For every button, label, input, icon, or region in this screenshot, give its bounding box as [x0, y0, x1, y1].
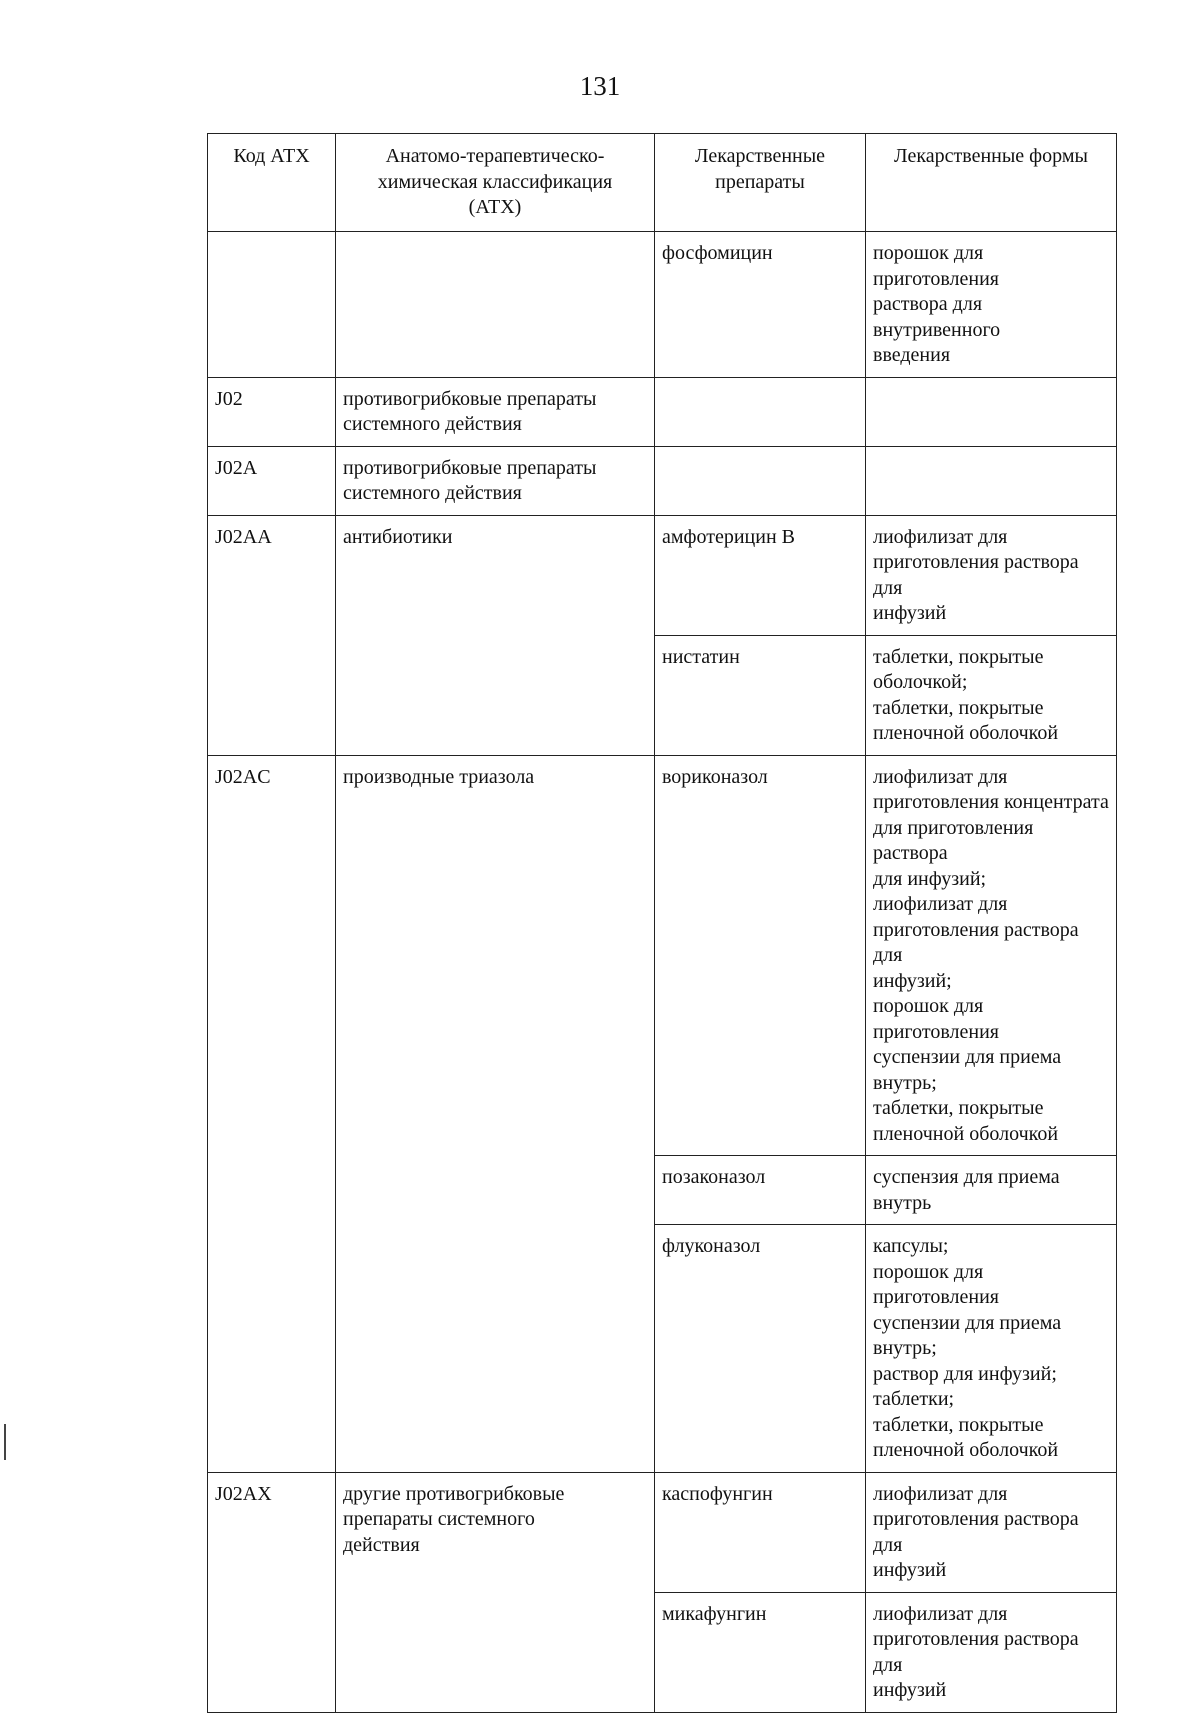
forms-cell: таблетки, покрытые оболочкой; таблетки, покрытые пленочной оболочкой — [866, 635, 1117, 755]
header-forms: Лекарственные формы — [866, 134, 1117, 232]
table-row — [208, 377, 1117, 446]
classification-cell: противогрибковые препараты системного действия — [336, 446, 655, 515]
drug-cell: микафунгин — [655, 1592, 866, 1712]
code-cell: J02A — [208, 446, 336, 515]
forms-cell — [866, 377, 1117, 446]
forms-cell — [866, 446, 1117, 515]
table-row — [208, 232, 1117, 378]
table-row — [208, 515, 1117, 635]
header-classification: Анатомо-терапевтическо- химическая классификация (АТХ) — [336, 134, 655, 232]
atx-table — [207, 133, 1117, 1713]
classification-cell: противогрибковые препараты системного действия — [336, 377, 655, 446]
code-cell: J02AA — [208, 515, 336, 755]
classification-cell: другие противогрибковые препараты системного действия — [336, 1472, 655, 1712]
forms-cell: лиофилизат для приготовления раствора для инфузий — [866, 1472, 1117, 1592]
header-code: Код АТХ — [208, 134, 336, 232]
table-row — [208, 1472, 1117, 1592]
header-row — [208, 134, 1117, 232]
table-row — [208, 446, 1117, 515]
forms-cell: лиофилизат для приготовления раствора для инфузий — [866, 1592, 1117, 1712]
code-cell: J02 — [208, 377, 336, 446]
drug-cell: нистатин — [655, 635, 866, 755]
drug-cell — [655, 377, 866, 446]
classification-cell: антибиотики — [336, 515, 655, 755]
forms-cell: суспензия для приема внутрь — [866, 1156, 1117, 1225]
header-drugs: Лекарственные препараты — [655, 134, 866, 232]
page-number: 131 — [579, 71, 621, 101]
forms-cell: капсулы; порошок для приготовления суспензии для приема внутрь; раствор для инфузий; таблетки; таблетки, покрытые пленочной оболочкой — [866, 1225, 1117, 1473]
drug-cell: позаконазол — [655, 1156, 866, 1225]
classification-cell — [336, 232, 655, 378]
code-cell: J02AC — [208, 755, 336, 1472]
drug-cell: амфотерицин В — [655, 515, 866, 635]
drug-cell: каспофунгин — [655, 1472, 866, 1592]
drug-cell — [655, 446, 866, 515]
forms-cell: лиофилизат для приготовления концентрата для приготовления раствора для инфузий; лиофилизат для приготовления раствора для инфузий; порошок для приготовления суспензии для приема внутрь; таблетки, покрытые пленочной оболочкой — [866, 755, 1117, 1156]
drug-cell: вориконазол — [655, 755, 866, 1156]
drug-cell: флуконазол — [655, 1225, 866, 1473]
table-header — [208, 134, 1117, 232]
forms-cell: порошок для приготовления раствора для внутривенного введения — [866, 232, 1117, 378]
forms-cell: лиофилизат для приготовления раствора для инфузий — [866, 515, 1117, 635]
table-body — [208, 232, 1117, 1713]
margin-scan-mark — [4, 1424, 6, 1460]
code-cell — [208, 232, 336, 378]
drug-cell: фосфомицин — [655, 232, 866, 378]
table-row — [208, 755, 1117, 1156]
code-cell: J02AX — [208, 1472, 336, 1712]
classification-cell: производные триазола — [336, 755, 655, 1472]
